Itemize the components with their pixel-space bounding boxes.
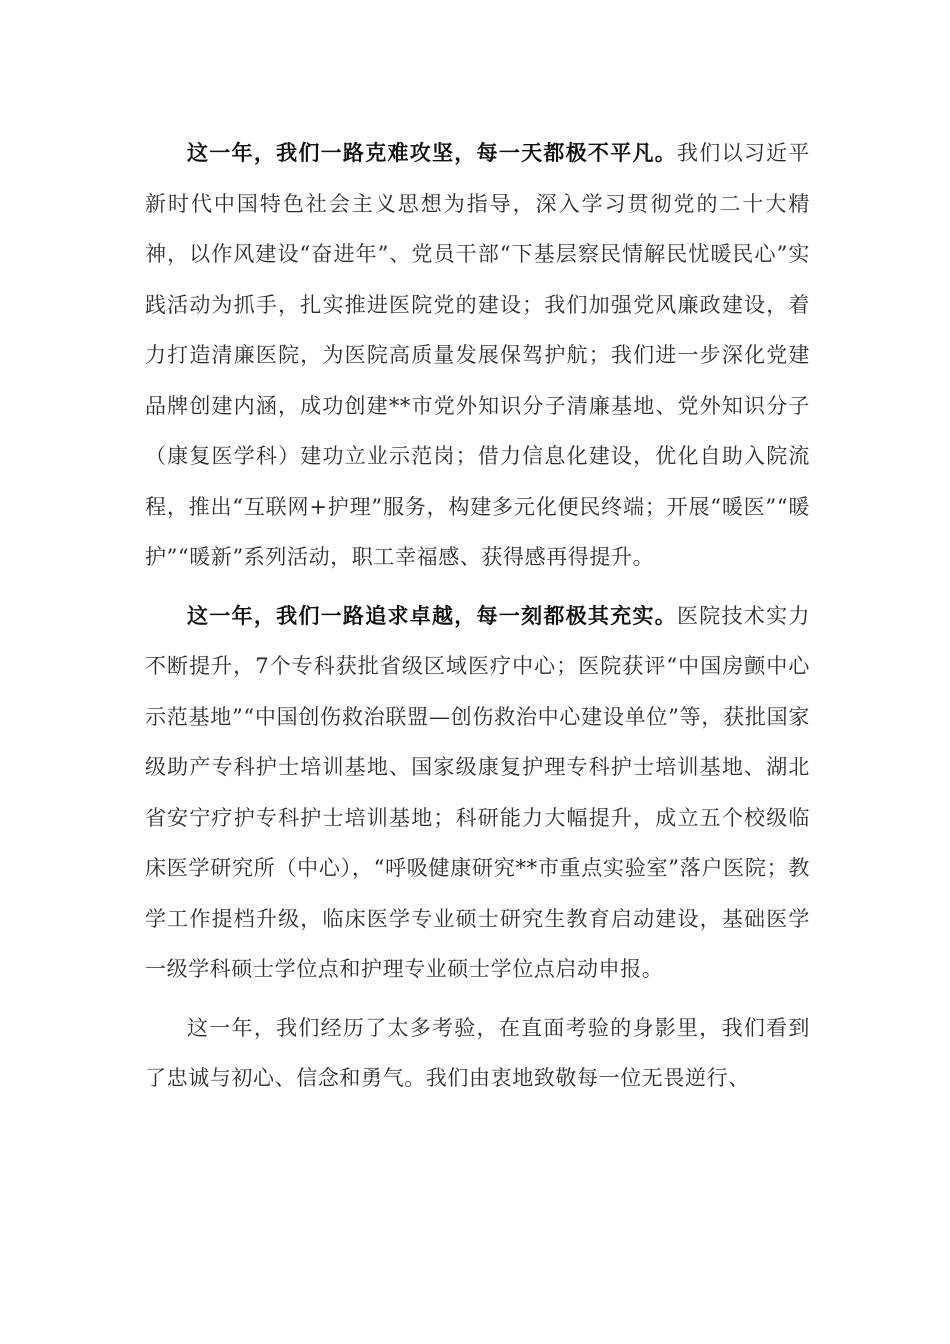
paragraph-2-body: 医院技术实力不断提升，7个专科获批省级区域医疗中心；医院获评“中国房颤中心示范基地”“中国创伤救治联盟—创伤救治中心建设单位”等，获批国家级助产专科护士培训基地、国家级康复护理专科护士培训基地、湖北省安宁疗护专科护士培训基地；科研能力大幅提升，成立五个校级临床医学研究所（中心），“呼吸健康研究**市重点实验室”落户医院；教学工作提档升级，临床医学专业硕士研究生教育启动建设，基础医学一级学科硕士学位点和护理专业硕士学位点启动申报。 (145, 603, 810, 981)
paragraph-3 (145, 1003, 810, 1104)
paragraph-1-lead: 这一年，我们一路克难攻坚，每一天都极不平凡。 (187, 140, 678, 165)
paragraph-1-body: 我们以习近平新时代中国特色社会主义思想为指导，深入学习贯彻党的二十大精神，以作风建设“奋进年”、党员干部“下基层察民情解民忧暖民心”实践活动为抓手，扎实推进医院党的建设；我们加强党风廉政建设，着力打造清廉医院，为医院高质量发展保驾护航；我们进一步深化党建品牌创建内涵，成功创建**市党外知识分子清廉基地、党外知识分子（康复医学科）建功立业示范岗；借力信息化建设，优化自助入院流程，推出“互联网+护理”服务，构建多元化便民终端；开展“暖医”“暖护”“暖新”系列活动，职工幸福感、获得感再得提升。 (145, 141, 810, 569)
paragraph-2-lead: 这一年，我们一路追求卓越，每一刻都极其充实。 (187, 602, 678, 628)
paragraph-3-body: 这一年，我们经历了太多考验，在直面考验的身影里，我们看到了忠诚与初心、信念和勇气。我们由衷地致敬每一位无畏逆行、 (145, 1015, 810, 1090)
paragraph-1 (145, 128, 810, 583)
paragraph-2 (145, 591, 810, 995)
document-body (145, 128, 810, 1104)
